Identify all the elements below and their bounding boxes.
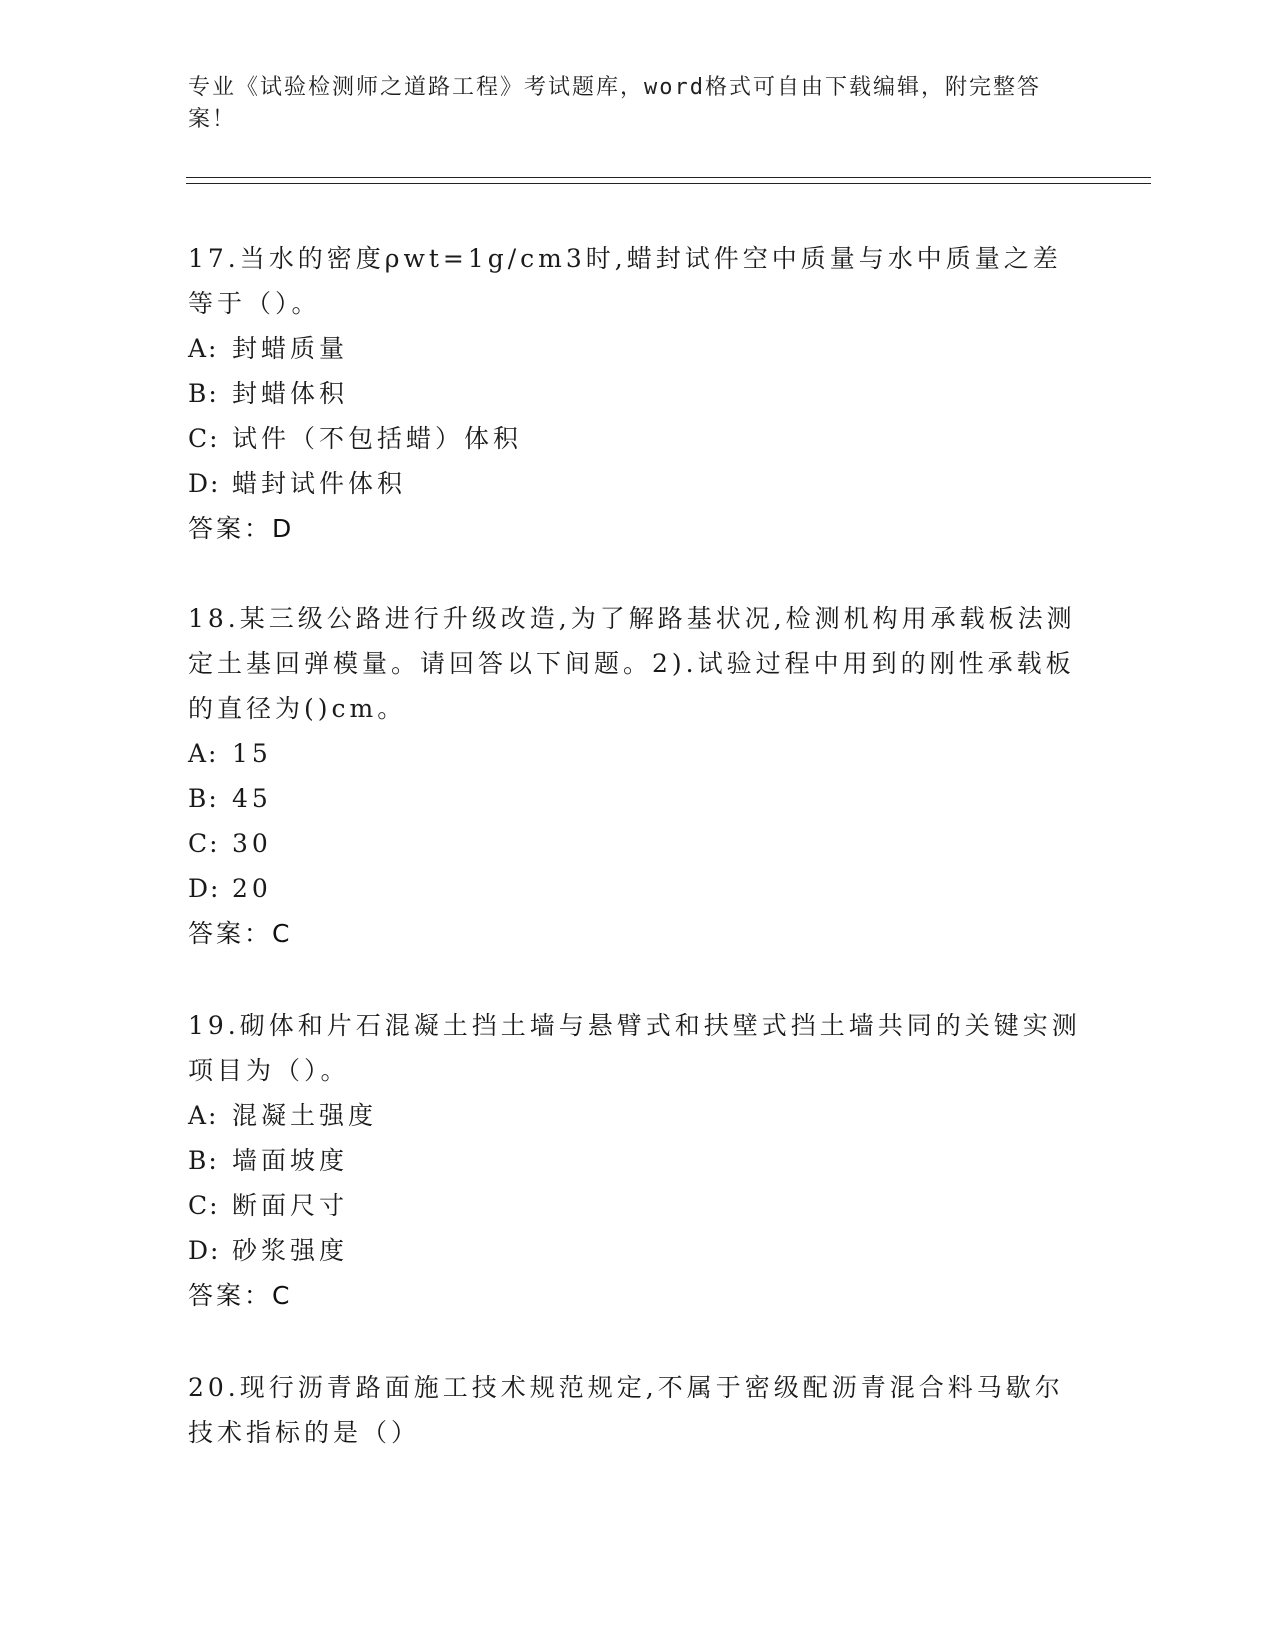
- option-a: [188, 1093, 1088, 1138]
- question-text: 17.当水的密度ρwt=1g/cm3时,蜡封试件空中质量与水中质量之差等于（）。: [188, 244, 1062, 318]
- option-key: A:: [188, 1101, 219, 1130]
- option-key: A:: [188, 334, 219, 363]
- option-text: 45: [232, 784, 272, 813]
- option-b: [188, 776, 1088, 821]
- option-key: B:: [188, 1146, 219, 1175]
- option-d: [188, 866, 1088, 911]
- question-18: [188, 596, 1088, 956]
- question-20: [188, 1365, 1088, 1455]
- option-text: 混凝土强度: [232, 1101, 378, 1130]
- option-text: 砂浆强度: [232, 1236, 349, 1265]
- option-b: [188, 371, 1088, 416]
- option-key: C:: [188, 424, 220, 453]
- option-c: [188, 416, 1088, 461]
- header-divider-top: [186, 177, 1151, 178]
- option-text: 封蜡质量: [232, 334, 349, 363]
- header-title: 专业《试验检测师之道路工程》考试题库，word格式可自由下载编辑，附完整答案！: [188, 75, 1041, 132]
- option-text: 20: [232, 874, 272, 903]
- option-key: D:: [188, 1236, 221, 1265]
- option-text: 断面尺寸: [232, 1191, 349, 1220]
- option-text: 蜡封试件体积: [232, 469, 407, 498]
- option-key: C:: [188, 829, 220, 858]
- answer-line: 答案：C: [188, 919, 293, 948]
- option-text: 试件（不包括蜡）体积: [232, 424, 523, 453]
- option-d: [188, 461, 1088, 506]
- option-key: C:: [188, 1191, 220, 1220]
- option-b: [188, 1138, 1088, 1183]
- question-17: [188, 236, 1088, 551]
- question-text: 20.现行沥青路面施工技术规范规定,不属于密级配沥青混合料马歇尔技术指标的是（）: [188, 1373, 1064, 1447]
- option-text: 墙面坡度: [232, 1146, 349, 1175]
- option-key: D:: [188, 874, 221, 903]
- option-a: [188, 731, 1088, 776]
- option-c: [188, 821, 1088, 866]
- option-key: B:: [188, 784, 219, 813]
- question-19: [188, 1003, 1088, 1318]
- question-text: 18.某三级公路进行升级改造,为了解路基状况,检测机构用承载板法测定土基回弹模量。请回答以下间题。2).试验过程中用到的刚性承载板的直径为()cm。: [188, 604, 1076, 723]
- question-text: 19.砌体和片石混凝土挡土墙与悬臂式和扶壁式挡土墙共同的关键实测项目为（）。: [188, 1011, 1081, 1085]
- option-d: [188, 1228, 1088, 1273]
- option-a: [188, 326, 1088, 371]
- header-divider-bottom: [186, 183, 1151, 184]
- option-text: 封蜡体积: [232, 379, 349, 408]
- option-c: [188, 1183, 1088, 1228]
- option-key: A:: [188, 739, 219, 768]
- option-key: B:: [188, 379, 219, 408]
- document-header: [188, 72, 1068, 136]
- answer-line: 答案：C: [188, 1281, 293, 1310]
- option-text: 30: [232, 829, 272, 858]
- option-key: D:: [188, 469, 221, 498]
- option-text: 15: [232, 739, 272, 768]
- answer-line: 答案：D: [188, 514, 295, 543]
